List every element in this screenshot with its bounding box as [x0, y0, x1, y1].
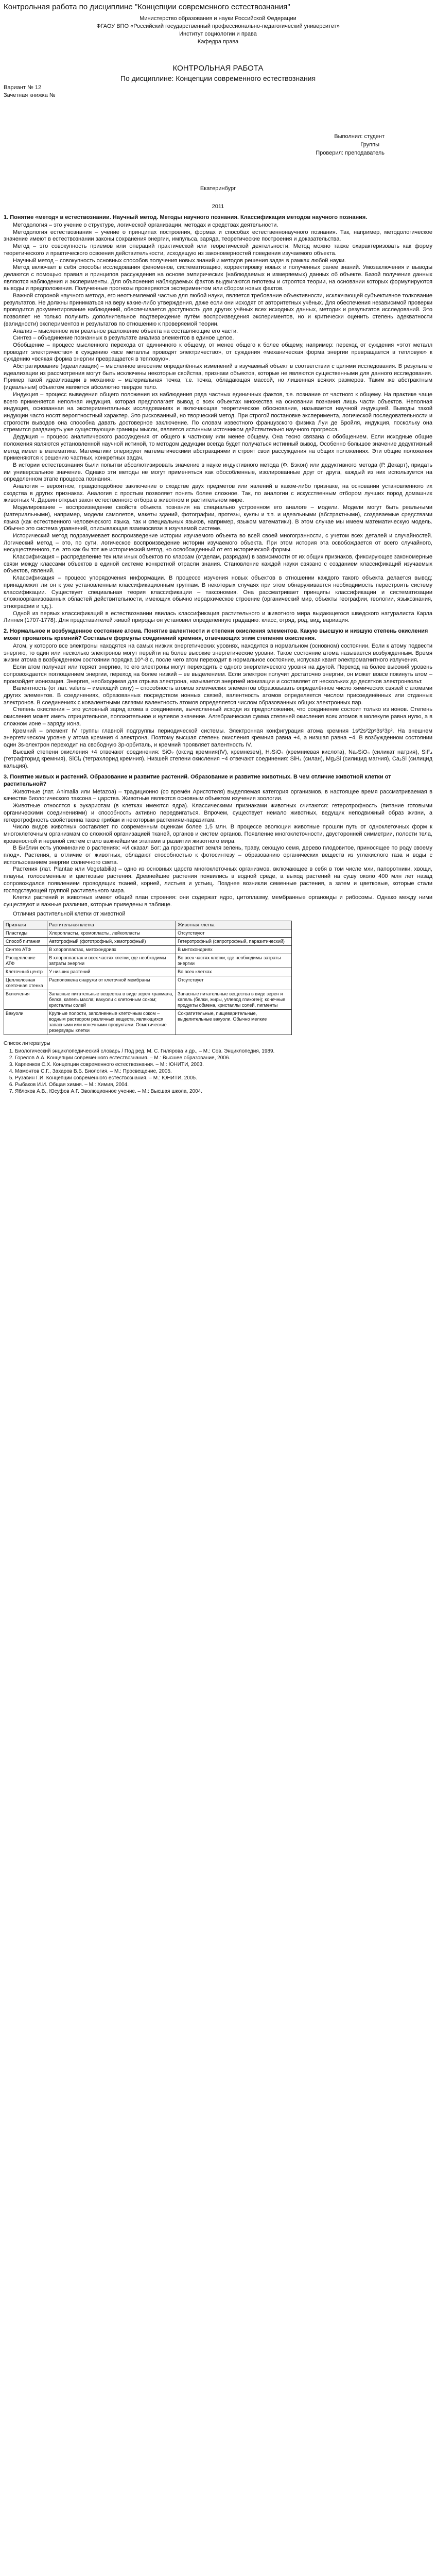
paragraph: Валентность (от лат. valens – имеющий силу) – способность атомов химических элементов образовывать определённое число химических связей с атомами других элементов. В соединениях, образованных посредством ионных связей, валентность атомов определяется числом присоединённых или отданных электронов. В соединениях с ковалентными связями валентность атомов определяется числом образованных общих электронных пар.: [4, 685, 432, 706]
table-header-cell: Растительная клетка: [47, 921, 176, 929]
signature-block: [0, 132, 436, 157]
paragraph: Моделирование – воспроизведение свойств объекта познания на специально устроенном его аналоге – модели. Модели могут быть реальными (материальными), например, модели самолетов, макеты зданий, фотографии, протезы, куклы и т.п. и идеальными (абстрактными), создаваемые средствами языка (как естественного человеческого языка, так и специальных языков, например, языком математики). В этом случае мы имеем математическую модель. Обычно это система уравнений, описывающая взаимосвязи в изучаемой системе.: [4, 504, 432, 532]
table-row: [4, 990, 292, 1010]
table-row: [4, 938, 292, 946]
references-section: [0, 1040, 436, 1095]
paragraph: Анализ – мысленное или реальное разложение объекта на составляющие его части.: [13, 328, 238, 334]
discipline-line: По дисциплине: Концепции современного естествознания: [120, 74, 316, 82]
paragraph: Степень окисления – это условный заряд атома в соединении, вычисленный исходя из предположения, что соединение состоит только из ионов. Степень окисления может иметь отрицательное, положительное и нулевое значение. Алгебраическая сумма степеней окисления всех атомов в молекуле равна нулю, а в сложном ионе – заряду иона.: [4, 706, 432, 727]
section-heading: 2. Нормальное и возбужденное состояние атома. Понятие валентности и степени окисления элементов. Какую высшую и низшую степень окисления может проявлять кремний? Составьте формулы соединений кремния, отвечающих этим степеням окисления.: [4, 628, 428, 642]
record-book-line: Зачетная книжка №: [4, 92, 56, 98]
table-cell: Отсутствуют: [176, 929, 292, 938]
signature-group: Группы: [360, 142, 379, 148]
table-row: [4, 1010, 292, 1035]
signature-teacher: Проверил: преподаватель: [316, 150, 385, 156]
table-row: [4, 929, 292, 938]
paragraph: В Библии есть упоминание о растениях: «И сказал Бог: да произрастит земля зелень, траву, сеющую семя, дерево плодовитое, приносящее по роду своему плод». Растения, в отличие от животных, обладают способностью к фотосинтезу – образованию органических веществ из углекислого газа и воды с использованием энергии солнечного света.: [4, 845, 432, 866]
table-row: [4, 976, 292, 990]
meta-block: [0, 84, 436, 99]
paragraph: Методология естествознания – учение о принципах построения, формах и способах естественнонаучного познания. Так, например, методологическое значение имеют в естествознании законы сохранения энергии, импульса, заряда, теоретические построения и доказательства.: [4, 229, 432, 243]
references-title: Список литературы: [4, 1041, 50, 1047]
table-header-cell: Признаки: [4, 921, 47, 929]
paragraph: Методология – это учение о структуре, логической организации, методах и средствах деятельности.: [13, 222, 278, 228]
paragraph: Метод включает в себя способы исследования феноменов, систематизацию, корректировку новых и полученных ранее знаний. Умозаключения и выводы делаются с помощью правил и принципов рассуждения на основе эмпирических (наблюдаемых и измеряемых) данных об объекте. Базой получения данных являются наблюдения и эксперименты. Для объяснения наблюдаемых фактов выдвигаются гипотезы и строятся теории, на основании которых формулируются выводы и предположения. Полученные прогнозы проверяются экспериментом или сбором новых фактов.: [4, 264, 432, 292]
paragraph: Животные (лат. Animalia или Metazoa) – традиционно (со времён Аристотеля) выделяемая категория организмов, в настоящее время рассматриваемая в качестве биологического таксона – царства. Животные являются основным объектом изучения зоологии.: [4, 788, 432, 802]
paragraph: Важной стороной научного метода, его неотъемлемой частью для любой науки, является требование объективности, исключающей субъективное толкование результатов. Не должны приниматься на веру какие-либо утверждения, даже если они исходят от авторитетных учёных. Для обеспечения независимой проверки проводится документирование наблюдений, обеспечивается доступность для других учёных всех исходных данных, методик и результатов исследований. Это позволяет не только получить дополнительное подтверждение путём воспроизведения экспериментов, но и критически оценить степень адекватности (валидности) экспериментов и результатов по отношению к проверяемой теории.: [4, 293, 432, 327]
paragraph: Классификация – распределение тех или иных объектов по классам (отделам, разрядам) в зависимости от их общих признаков, фиксирующее закономерные связи между классами объектов в единой системе конкретной отрасли знания. Становление каждой науки связано с созданием классификаций изучаемых объектов, явлений.: [4, 554, 432, 574]
paragraph: Одной из первых классификаций в естествознании явилась классификация растительного и животного мира выдающегося шведского натуралиста Карла Линнея (1707-1778). Для представителей живой природы он установил определенную градацию: класс, отряд, род, вид, вариация.: [4, 610, 432, 624]
table-cell: Включения: [4, 990, 47, 1010]
table-cell: В митохондриях: [176, 946, 292, 954]
table-header-cell: Животная клетка: [176, 921, 292, 929]
reference-item: 3. Карпенков С.Х. Концепции современного естествознания. – М.: ЮНИТИ, 2003.: [15, 1061, 432, 1068]
table-cell: У низших растений: [47, 968, 176, 976]
paragraph: Кремний – элемент IV группы главной подгруппы периодической системы. Электронная конфигурация атома кремния 1s²2s²2p⁶3s²3p². На внешнем энергетическом уровне у атома кремния 4 электрона. Поэтому высшая степень окисления кремния равна +4, а низшая равна −4. В возбужденном состоянии один 3s-электрон переходит на свободную 3p-орбиталь, и кремний проявляет валентность IV.: [4, 727, 432, 748]
ministry-line: Министерство образования и науки Российской Федерации: [139, 15, 297, 22]
table-cell: Сократительные, пищеварительные, выделительные вакуоли. Обычно мелкие: [176, 1010, 292, 1035]
reference-item: 6. Рыбаков И.И. Общая химия. – М.: Химия, 2004.: [15, 1081, 432, 1088]
table-cell: Запасные питательные вещества в виде зерен крахмала, белка, капель масла; вакуоли с клеточным соком; кристаллы солей: [47, 990, 176, 1010]
paragraph: Дедукция – процесс аналитического рассуждения от общего к частному или менее общему. Она тесно связана с обобщением. Если исходные общие положения являются установленной научной истиной, то методом дедукции всегда будет получаться истинный вывод. Особенно большое значение дедуктивный метод имеет в математике. Математики оперируют математическими абстракциями и строят свои рассуждения на общих положениях. Эти общие положения применяются к решению частных, конкретных задач.: [4, 434, 432, 462]
university-line: ФГАОУ ВПО «Российский государственный профессионально-педагогический университет»: [96, 23, 340, 29]
paragraph: Обобщение – процесс мысленного перехода от единичного к общему, от менее общего к более общему, например: переход от суждения «этот металл проводит электричество» к суждению «все металлы проводят электричество», от суждения «механическая форма энергии превращается в тепловую» к суждению «всякая форма энергии превращается в тепловую».: [4, 342, 432, 363]
year-line: 2011: [212, 204, 224, 210]
institute-line: Институт социологии и права: [179, 31, 257, 37]
paragraph: Исторический метод подразумевает воспроизведение истории изучаемого объекта во всей своей многогранности, с учетом всех деталей и случайностей. Логический метод – это, по сути, логическое воспроизведение истории изучаемого объекта. При этом история эта освобождается от всего случайного, несущественного, т.е. это как бы тот же исторический метод, но освобожденный от его исторической формы.: [4, 532, 432, 553]
table-cell: Гетеротрофный (сапротрофный, паразитический): [176, 938, 292, 946]
document-title: Контрольная работа по дисциплине "Концепции современного естествознания": [4, 3, 290, 11]
cell-comparison-table: [4, 921, 292, 1035]
department-line: Кафедра права: [197, 39, 239, 45]
reference-item: 7. Яблоков А.В., Юсуфов А.Г. Эволюционное учение. – М.: Высшая школа, 2004.: [15, 1088, 432, 1095]
table-cell: Способ питания: [4, 938, 47, 946]
table-cell: Целлюлозная клеточная стенка: [4, 976, 47, 990]
paragraph: Синтез – объединение познанных в результате анализа элементов в единое целое.: [13, 335, 234, 342]
document-body: [0, 214, 436, 1035]
paragraph: Животные относятся к эукариотам (в клетках имеются ядра). Классическими признаками животных считаются: гетеротрофность (питание готовыми органическими соединениями) и способность активно передвигаться. Впрочем, существует немало животных, ведущих неподвижный образ жизни, а гетеротрофность свойственна также грибам и некоторым растениям-паразитам.: [4, 803, 432, 823]
paragraph: Растения (лат. Plantae или Vegetabilia) – одно из основных царств многоклеточных организмов, включающее в себя в том числе мхи, папоротники, хвощи, плауны, голосеменные и цветковые растения. Древнейшие растения появились в водной среде, а выход растений на сушу около 400 млн лет назад сопровождался появлением проводящих тканей, корней, листьев и устьиц. Позднее возникли семенные растения, а затем и цветковые, которые стали господствующей группой растительного мира.: [4, 866, 432, 894]
table-cell: Хлоропласты, хромопласты, лейкопласты: [47, 929, 176, 938]
table-cell: Пластиды: [4, 929, 47, 938]
paragraph: Классификация – процесс упорядочения информации. В процессе изучения новых объектов в отношении каждого такого объекта делается вывод: принадлежит ли он к уже установленным классификационным группам. В некоторых случаях при этом обнаруживается необходимость перестроить систему классификации. Существует специальная теория классификации – таксономия. Она рассматривает принципы классификации и систематизации сложноорганизованных областей действительности, имеющих обычно иерархическое строение (органический мир, объекты географии, геологии, языкознания, этнографии и т.д.).: [4, 575, 432, 609]
section-heading: 3. Понятие живых и растений. Образование и развитие растений. Образование и развитие животных. В чем отличие животной клетки от растительной?: [4, 773, 391, 787]
paragraph: Высшей степени окисления +4 отвечают соединения: SiO₂ (оксид кремния(IV), кремнезем), H₂SiO₃ (кремниевая кислота), Na₂SiO₃ (силикат натрия), SiF₄ (тетрафторид кремния), SiCl₄ (тетрахлорид кремния). Низшей степени окисления −4 отвечают соединения: SiH₄ (силан), Mg₂Si (силицид магния), Ca₂Si (силицид кальция).: [4, 749, 432, 770]
table-row: [4, 954, 292, 968]
table-cell: Крупные полости, заполненные клеточным соком – водным раствором различных веществ, являющихся запасными или конечными продуктами. Осмотические резервуары клетки: [47, 1010, 176, 1035]
paragraph: Абстрагирование (идеализация) – мысленное внесение определённых изменений в изучаемый объект в соответствии с целями исследования. В результате идеализации из рассмотрения могут быть исключены некоторые свойства, признаки объектов, которые не являются существенными для данного исследования. Пример такой идеализации в механике – материальная точка, т.е. точка, обладающая массой, но лишенная всяких размеров. Таким же абстрактным (идеальным) объектом является абсолютно твердое тело.: [4, 363, 432, 391]
paragraph: Научный метод – совокупность основных способов получения новых знаний и методов решения задач в рамках любой науки.: [13, 257, 346, 264]
table-cell: В хлоропластах, митохондриях: [47, 946, 176, 954]
table-cell: Расположена снаружи от клеточной мембраны: [47, 976, 176, 990]
table-cell: Расщепление АТФ: [4, 954, 47, 968]
section-heading: 1. Понятие «метод» в естествознании. Научный метод. Методы научного познания. Классификация методов научного познания.: [4, 214, 368, 221]
reference-item: 2. Горелов А.А. Концепции современного естествознания. – М.: Высшее образование, 2006.: [15, 1055, 432, 1061]
table-cell: Автотрофный (фототрофный, хемотрофный): [47, 938, 176, 946]
table-cell: Синтез АТФ: [4, 946, 47, 954]
paragraph: Индукция – процесс выведения общего положения из наблюдения ряда частных единичных фактов, т.е. познание от частного к общему. На практике чаще всего применяется неполная индукция, которая предполагает вывод о всех объектах множества на основании познания лишь части объектов. Неполная индукция, основанная на экспериментальных исследованиях и включающая теоретическое обоснование, называется научной индукцией. Выводы такой индукции часто носят вероятностный характер. Это рискованный, но творческий метод. При строгой постановке эксперимента, логической последовательности и строгости выводов она способна давать достоверное заключение. По словам известного французского физика Луи де Бройля, индукция, поскольку она стремится раздвинуть уже существующие границы мысли, является истинным источником действительно научного прогресса.: [4, 391, 432, 433]
signature-student: Выполнил: студент: [334, 133, 385, 140]
references-list: [4, 1048, 432, 1095]
reference-item: 5. Рузавин Г.И. Концепции современного естествознания. – М.: ЮНИТИ, 2005.: [15, 1075, 432, 1081]
paragraph: Клетки растений и животных имеют общий план строения: они содержат ядро, цитоплазму, мембранные органоиды и рибосомы. Однако между ними существуют и важные различия, которые приведены в таблице.: [4, 894, 432, 908]
table-row: [4, 946, 292, 954]
reference-item: 4. Мамонтов С.Г., Захаров В.Б. Биология. – М.: Просвещение, 2005.: [15, 1068, 432, 1075]
paragraph: Аналогия – вероятное, правдоподобное заключение о сходстве двух предметов или явлений в каком-либо признаке, на основании установленного их сходства в других признаках. Аналогия с простым позволяет понять более сложное. Так, по аналогии с искусственным отбором лучших пород домашних животных Ч. Дарвин открыл закон естественного отбора в животном и растительном мире.: [4, 483, 432, 504]
table-cell: Запасные питательные вещества в виде зерен и капель (белки, жиры, углевод гликоген); конечные продукты обмена, кристаллы солей, пигменты: [176, 990, 292, 1010]
table-cell: Отсутствует: [176, 976, 292, 990]
table-header-row: [4, 921, 292, 929]
paragraph: Метод – это совокупность приемов или операций практической или теоретической деятельности. Метод можно также охарактеризовать как форму теоретического и практического освоения действительности, исходящую из закономерностей поведения изучаемого объекта.: [4, 243, 432, 257]
paragraph: В истории естествознания были попытки абсолютизировать значение в науке индуктивного метода (Ф. Бэкон) или дедуктивного метода (Р. Декарт), придать им универсальное значение. Однако эти методы не могут применяться как обособленные, изолированные друг от друга, каждый из них используется на определенном этапе процесса познания.: [4, 462, 432, 483]
table-row: [4, 968, 292, 976]
paragraph: Атом, у которого все электроны находятся на самых низких энергетических уровнях, находится в нормальном (основном) состоянии. Если к атому подвести энергию, то один или несколько электронов могут перейти на более высокие энергетические уровни. Такое состояние атома называется возбужденным. Время жизни атома в возбужденном состоянии порядка 10^-8 с, после чего атом переходит в нормальное состояние, испуская квант электромагнитного излучения.: [4, 643, 432, 664]
paragraph: Если атом получает или теряет энергию, то его электроны могут переходить с одного энергетического уровня на другой. Переход на более высокий уровень сопровождается поглощением энергии, переход на более низкий – ее выделением. Если электрон получит достаточно энергии, он может вовсе покинуть атом – произойдет ионизация. Энергия, необходимая для отрыва электрона, называется энергией ионизации и составляет от нескольких до десятков электронвольт.: [4, 664, 432, 685]
city-line: Екатеринбург: [200, 185, 236, 192]
work-title: КОНТРОЛЬНАЯ РАБОТА: [172, 64, 264, 73]
variant-line: Вариант № 12: [4, 84, 42, 91]
paragraph: Число видов животных составляет по современным оценкам более 1,5 млн. В процессе эволюции животные прошли путь от одноклеточных форм к многоклеточным организмам со сложной организацией тканей, органов и систем органов. Появление многоклеточности, двусторонней симметрии, полости тела, кровеносной и нервной систем стало важнейшими этапами в развитии животного мира.: [4, 824, 432, 844]
table-cell: Во всех клетках: [176, 968, 292, 976]
table-cell: Во всех частях клетки, где необходимы затраты энергии: [176, 954, 292, 968]
table-cell: В хлоропластах и всех частях клетки, где необходимы затраты энергии: [47, 954, 176, 968]
title-page-header: [0, 15, 436, 46]
table-caption: Отличия растительной клетки от животной: [13, 910, 126, 917]
reference-item: 1. Биологический энциклопедический словарь / Под ред. М. С. Гилярова и др., – М.: Сов. Энциклопедия, 1989.: [15, 1048, 432, 1055]
table-cell: Вакуоли: [4, 1010, 47, 1035]
table-cell: Клеточный центр: [4, 968, 47, 976]
